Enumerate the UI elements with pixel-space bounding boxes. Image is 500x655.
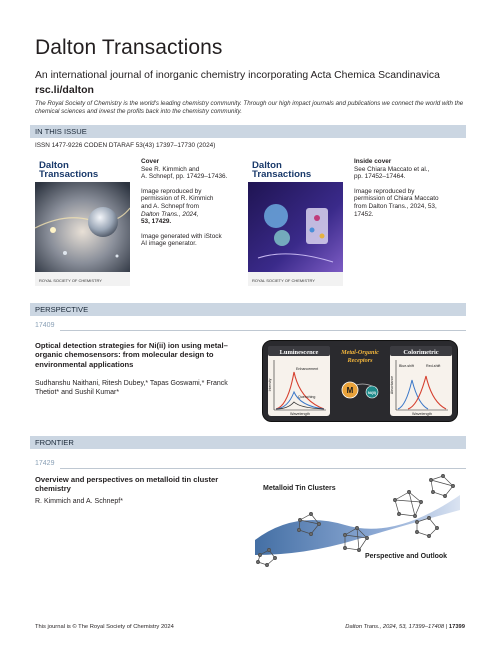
section-bar-frontier: FRONTIER bbox=[30, 436, 466, 449]
perspective-article-title[interactable]: Optical detection strategies for Ni(ii) ion using metal–organic chemosensors: from molecular design to environmental applications bbox=[35, 341, 228, 369]
journal-intro: The Royal Society of Chemistry is the world's leading chemistry community. Through our high impact journals and publications we connect the world with the chemical sciences and invest the profits back into the chemistry community. bbox=[35, 100, 464, 116]
cover-line1: See R. Kimmich and bbox=[141, 165, 200, 173]
lum-ylabel: Intensity bbox=[268, 378, 272, 392]
ni-label: Ni(II) bbox=[368, 391, 376, 395]
inside-cover-credit3: from Dalton Trans., 2024, 53, bbox=[354, 202, 437, 210]
cover-credit2: permission of R. Kimmich bbox=[141, 195, 214, 203]
frontier-article-title[interactable]: Overview and perspectives on metalloid tin cluster chemistry bbox=[35, 475, 219, 494]
inside-cover-line1: See Chiara Maccato et al., bbox=[354, 165, 430, 173]
footer-copyright: This journal is © The Royal Society of Chemistry 2024 bbox=[35, 624, 174, 630]
inside-cover-line2: pp. 17452–17464. bbox=[354, 173, 406, 181]
frontier-article-number: 17429 bbox=[35, 460, 55, 467]
col-ylabel: Absorbance bbox=[390, 375, 394, 395]
cover-credit6: Image generated with iStock bbox=[141, 232, 222, 240]
inside-cover-credit4: 17452. bbox=[354, 210, 374, 218]
perspective-graphical-abstract bbox=[262, 340, 458, 422]
section-bar-perspective: PERSPECTIVE bbox=[30, 303, 466, 316]
lum-title: Luminescence bbox=[279, 349, 319, 356]
col-red-shift: Red-shift bbox=[426, 364, 441, 368]
col-xlabel: Wavelength bbox=[412, 412, 432, 416]
footer-separator: | bbox=[445, 624, 449, 630]
cover-credit7: AI image generator. bbox=[141, 240, 197, 248]
journal-title: Dalton Transactions bbox=[35, 36, 223, 59]
lum-xlabel: Wavelength bbox=[290, 412, 310, 416]
inside-cover-rsc-logo: ROYAL SOCIETY OF CHEMISTRY bbox=[252, 278, 315, 283]
perspective-article-authors: Sudhanshu Naithani, Ritesh Dubey,* Tapas Goswami,* Franck Thetiot* and Sushil Kumar* bbox=[35, 380, 228, 396]
cover-credit1: Image reproduced by bbox=[141, 187, 202, 195]
frontier-graphic-label2: Perspective and Outlook bbox=[365, 553, 448, 560]
cover-line2: A. Schnepf, pp. 17429–17436. bbox=[141, 173, 228, 181]
mor-title1: Metal-Organic bbox=[341, 349, 379, 356]
cover-brand-line1: Dalton bbox=[39, 160, 69, 171]
frontier-graphical-abstract bbox=[245, 470, 465, 580]
col-title: Colorimetric bbox=[403, 349, 439, 356]
lum-quenching: Quenching bbox=[298, 395, 316, 399]
inside-cover-brand-line1: Dalton bbox=[252, 160, 282, 171]
inside-cover-credit2: permission of Chiara Maccato bbox=[354, 195, 439, 203]
issn-line: ISSN 1477-9226 CODEN DTARAF 53(43) 17397–17730 (2024) bbox=[35, 142, 216, 149]
cover-description bbox=[141, 158, 229, 248]
cover-brand-line2: Transactions bbox=[39, 168, 99, 180]
cover-rsc-logo: ROYAL SOCIETY OF CHEMISTRY bbox=[39, 278, 102, 283]
cover-heading: Cover bbox=[141, 158, 160, 165]
mor-title2: Receptors bbox=[347, 357, 373, 364]
lum-enhancement: Enhancement bbox=[296, 367, 319, 371]
m-label: M bbox=[346, 386, 354, 395]
col-blue-shift: Blue-shift bbox=[399, 364, 414, 368]
cluster-5 bbox=[429, 474, 454, 497]
footer-citation bbox=[345, 624, 465, 630]
footer-citation-text: Dalton Trans., 2024, 53, 17399–17408 bbox=[345, 624, 445, 630]
perspective-divider bbox=[60, 330, 466, 331]
inside-cover-credit1: Image reproduced by bbox=[354, 187, 415, 195]
inside-cover-brand-line2: Transactions bbox=[252, 168, 312, 180]
frontier-article-authors: R. Kimmich and A. Schnepf* bbox=[35, 498, 123, 505]
cover-credit4: Dalton Trans., 2024, bbox=[141, 210, 199, 218]
cluster-4 bbox=[393, 490, 422, 517]
inside-cover-description bbox=[354, 158, 464, 218]
inside-cover-image bbox=[248, 158, 343, 286]
cover-image bbox=[35, 158, 130, 286]
frontier-divider bbox=[60, 468, 466, 469]
cover-credit5: 53, 17429. bbox=[141, 218, 172, 226]
frontier-graphic-label1: Metalloid Tin Clusters bbox=[263, 485, 336, 492]
section-bar-in-this-issue: IN THIS ISSUE bbox=[30, 125, 466, 138]
inside-cover-heading: Inside cover bbox=[354, 158, 392, 165]
journal-url[interactable]: rsc.li/dalton bbox=[35, 84, 94, 96]
cover-credit3: and A. Schnepf from bbox=[141, 202, 199, 210]
perspective-article-number: 17409 bbox=[35, 322, 55, 329]
journal-subtitle: An international journal of inorganic chemistry incorporating Acta Chemica Scandinavica bbox=[35, 70, 440, 81]
footer-page-number: 17399 bbox=[448, 624, 465, 630]
